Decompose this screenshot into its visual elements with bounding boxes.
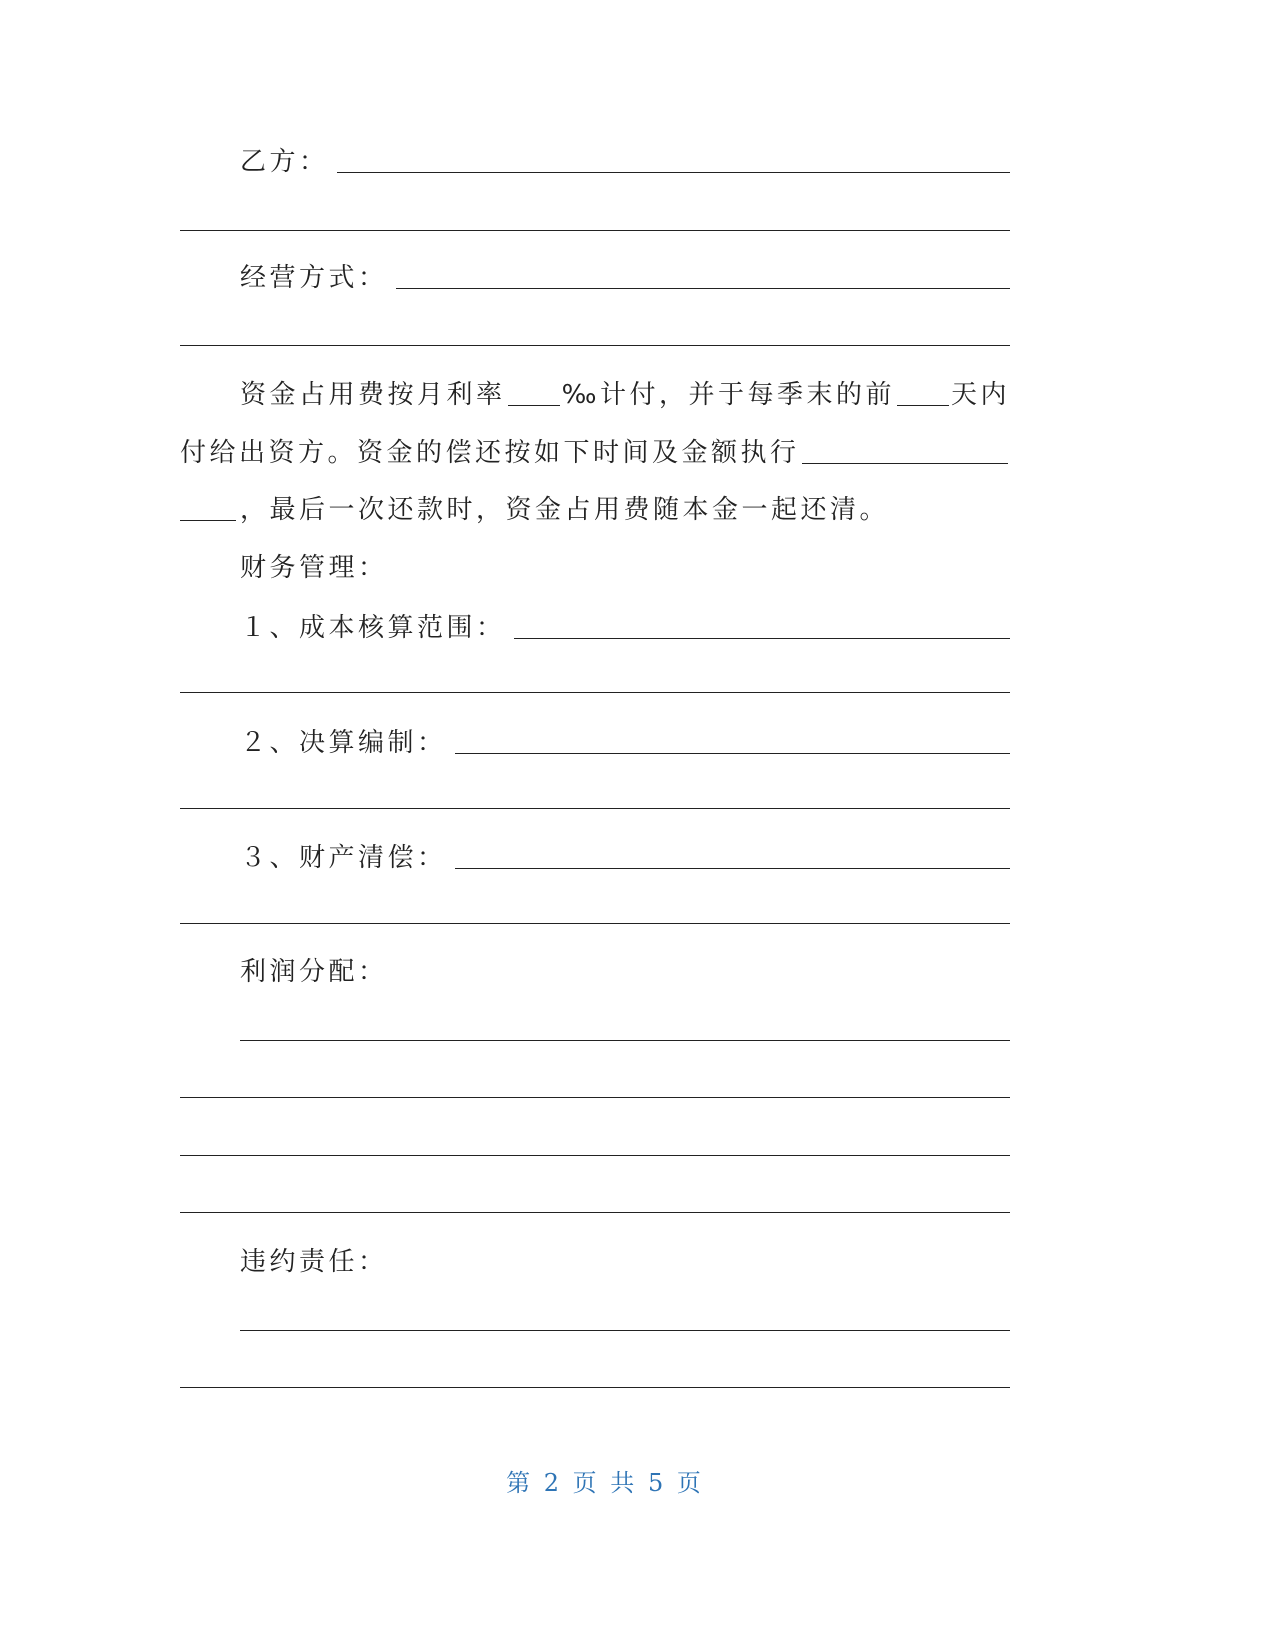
party-b-line — [240, 147, 1010, 177]
financial-item-1 — [240, 613, 1010, 643]
property-liquidation-blank — [455, 843, 1010, 869]
page-indicator: 第 2 页 共 5 页 — [506, 1469, 704, 1497]
capital-fee-text-days: ‰计付，并于每季末的前 — [561, 380, 895, 410]
cost-accounting-scope-blank — [514, 613, 1010, 639]
profit-distribution-heading — [240, 957, 1010, 987]
financial-management-heading-text: 财务管理： — [240, 553, 388, 583]
final-accounts-blank — [455, 728, 1010, 754]
profit-distribution-blank-line — [240, 1040, 1010, 1041]
repayment-schedule-blank-cont — [180, 495, 236, 521]
business-mode-blank — [396, 263, 1010, 289]
final-accounts-label: ２、决算编制： — [240, 728, 447, 758]
financial-item-3 — [240, 843, 1010, 873]
property-liquidation-label: ３、财产清偿： — [240, 843, 447, 873]
party-b-blank — [337, 147, 1010, 173]
business-mode-line — [240, 263, 1010, 293]
capital-fee-text-rate: 资金占用费按月利率 — [240, 380, 506, 410]
financial-item-2 — [240, 728, 1010, 758]
party-b-label: 乙方： — [240, 147, 329, 177]
breach-liability-heading-text: 违约责任： — [240, 1247, 388, 1277]
cost-accounting-scope-label: １、成本核算范围： — [240, 613, 506, 643]
capital-fee-text-within: 天内 — [951, 380, 1011, 410]
capital-fee-text-final: ，最后一次还款时，资金占用费随本金一起还清。 — [240, 495, 890, 525]
capital-fee-line-2 — [180, 438, 1010, 468]
profit-distribution-blank-line — [180, 1212, 1010, 1213]
party-b-blank-line — [180, 230, 1010, 231]
capital-fee-text-repayment: 付给出资方。资金的偿还按如下时间及金额执行 — [180, 438, 800, 468]
financial-management-heading — [240, 553, 1010, 583]
business-mode-label: 经营方式： — [240, 263, 388, 293]
payment-days-blank — [897, 380, 949, 406]
property-liquidation-blank-line — [180, 923, 1010, 924]
capital-fee-line-1 — [240, 380, 1010, 410]
breach-liability-blank-line — [240, 1330, 1010, 1331]
repayment-schedule-blank — [802, 438, 1008, 464]
cost-accounting-scope-blank-line — [180, 692, 1010, 693]
breach-liability-heading — [240, 1247, 1010, 1277]
final-accounts-blank-line — [180, 808, 1010, 809]
profit-distribution-heading-text: 利润分配： — [240, 957, 388, 987]
business-mode-blank-line — [180, 345, 1010, 346]
breach-liability-blank-line — [180, 1387, 1010, 1388]
capital-fee-line-3 — [180, 495, 1010, 525]
profit-distribution-blank-line — [180, 1097, 1010, 1098]
profit-distribution-blank-line — [180, 1155, 1010, 1156]
monthly-rate-blank — [508, 380, 560, 406]
